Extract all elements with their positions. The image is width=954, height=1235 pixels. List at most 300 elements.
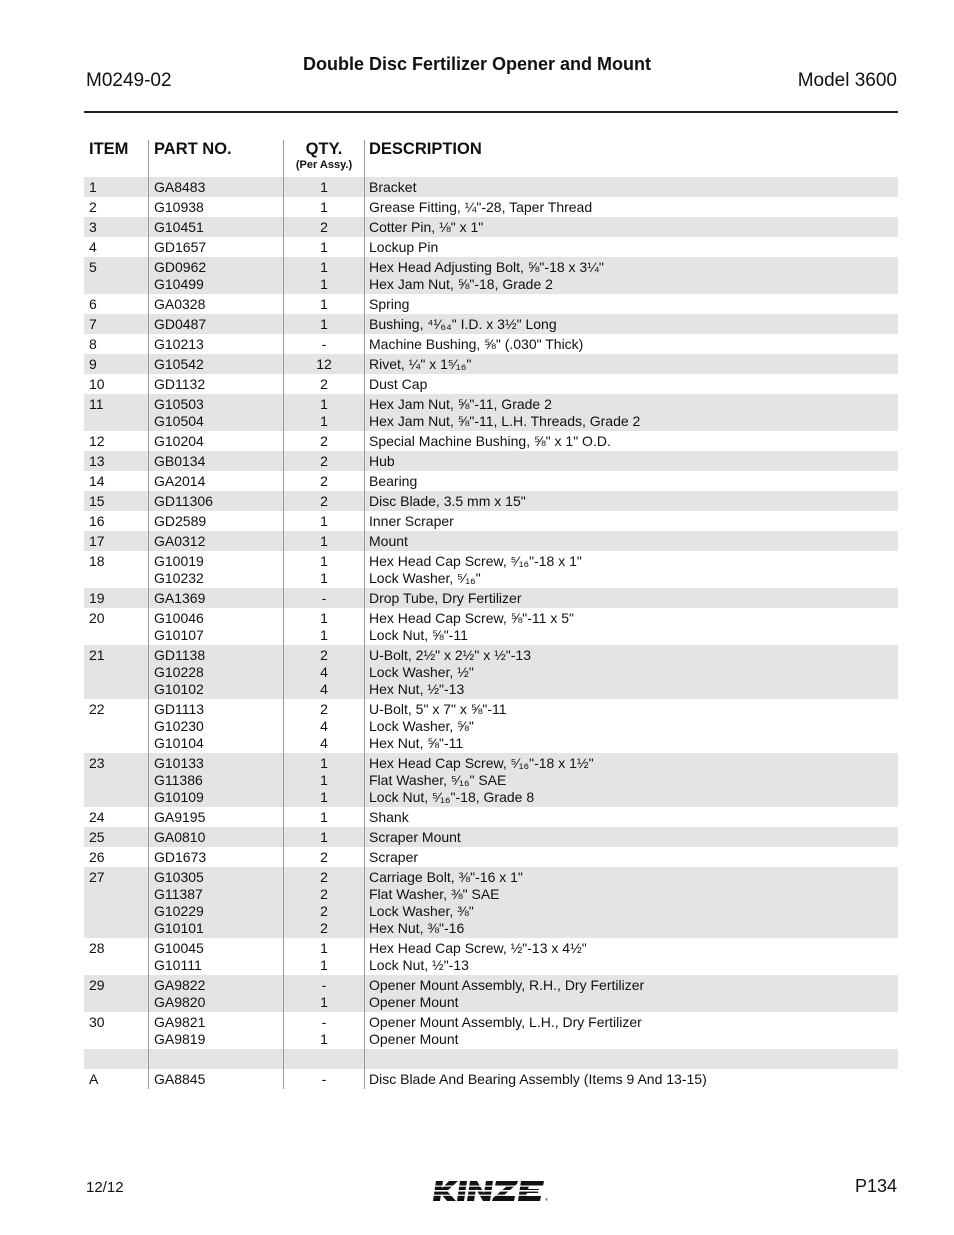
description	[369, 493, 526, 510]
description	[369, 940, 587, 974]
column-header-qty-sub: (Per Assy.)	[295, 159, 353, 171]
item-number: 12	[89, 433, 105, 449]
description-line: Opener Mount	[369, 1031, 459, 1047]
table-row	[84, 451, 898, 471]
part-number	[154, 179, 205, 196]
quantity-line: 1	[320, 199, 328, 215]
description	[369, 316, 557, 333]
table-row	[84, 807, 898, 827]
page-number: P134	[854, 1176, 897, 1196]
table-row	[84, 177, 898, 197]
quantity-line: 1	[320, 570, 328, 586]
description	[369, 977, 644, 1011]
part-number-line: G10499	[154, 276, 204, 292]
quantity-line: 4	[320, 735, 328, 751]
description	[369, 1071, 707, 1088]
quantity	[284, 647, 364, 698]
table-row	[84, 237, 898, 257]
description	[369, 809, 409, 826]
description	[369, 610, 574, 644]
table-row	[84, 1069, 898, 1089]
item-number: 6	[89, 296, 97, 312]
table-row	[84, 531, 898, 551]
description	[369, 433, 611, 450]
part-number	[154, 755, 204, 806]
description	[369, 356, 471, 373]
column-header-qty	[284, 140, 364, 177]
quantity	[284, 356, 364, 373]
table-row	[84, 334, 898, 354]
description-line: Special Machine Bushing, ⅝" x 1" O.D.	[369, 433, 611, 449]
part-number-line: GA9819	[154, 1031, 206, 1047]
item-number: 18	[89, 553, 105, 569]
quantity-line: 1	[320, 396, 328, 412]
part-number-line: G10102	[154, 681, 204, 697]
part-number-line: GD1132	[154, 376, 206, 392]
item-number: 28	[89, 940, 105, 956]
table-row	[84, 431, 898, 451]
part-number-line: GA8483	[154, 179, 206, 195]
part-number	[154, 396, 204, 430]
table-row	[84, 938, 898, 975]
part-number	[154, 199, 204, 216]
item-number: 8	[89, 336, 97, 352]
table-row	[84, 511, 898, 531]
description-line: Hex Jam Nut, ⅝"-18, Grade 2	[369, 276, 553, 292]
part-number	[154, 493, 213, 510]
quantity-line: -	[321, 336, 327, 352]
item-number: 16	[89, 513, 105, 529]
description-line: Hex Jam Nut, ⅝"-11, Grade 2	[369, 396, 552, 412]
quantity-line: 1	[320, 513, 328, 529]
description	[369, 376, 427, 393]
part-number-line: GA9195	[154, 809, 206, 825]
description	[369, 553, 582, 587]
item-number: 23	[89, 755, 105, 771]
item-number: 20	[89, 610, 105, 626]
description-line: Machine Bushing, ⅝" (.030" Thick)	[369, 336, 584, 352]
quantity-line: -	[321, 977, 327, 993]
quantity-line: -	[321, 1071, 327, 1087]
description-line: Drop Tube, Dry Fertilizer	[369, 590, 522, 606]
quantity-line: 1	[320, 610, 328, 626]
table-row	[84, 975, 898, 1012]
quantity-line: 1	[320, 940, 328, 956]
part-number-line: GA1369	[154, 590, 206, 606]
description-line: Opener Mount Assembly, L.H., Dry Fertilizer	[369, 1014, 642, 1030]
quantity-line: 12	[316, 356, 332, 372]
description-line: Hex Head Cap Screw, ⁵⁄₁₆"-18 x 1½"	[369, 755, 594, 771]
part-number-line: G10109	[154, 789, 204, 805]
quantity	[284, 701, 364, 752]
description	[369, 701, 507, 752]
quantity-line: -	[321, 1014, 327, 1030]
quantity	[284, 239, 364, 256]
part-number	[154, 336, 204, 353]
table-row	[84, 314, 898, 334]
quantity-line: 1	[320, 296, 328, 312]
quantity-line: 1	[320, 627, 328, 643]
item-number: 21	[89, 647, 105, 663]
item-number: 26	[89, 849, 105, 865]
description	[369, 869, 523, 937]
description-line: Scraper Mount	[369, 829, 461, 845]
description-line: Lockup Pin	[369, 239, 439, 255]
quantity	[284, 376, 364, 393]
item-number: 7	[89, 316, 97, 332]
description-line: Hex Head Cap Screw, ⅝"-11 x 5"	[369, 610, 574, 626]
item-number: 25	[89, 829, 105, 845]
description-line: Shank	[369, 809, 409, 825]
quantity-line: 2	[320, 920, 328, 936]
part-number-line: GA8845	[154, 1071, 206, 1087]
quantity-line: 2	[320, 903, 328, 919]
part-number	[154, 849, 206, 866]
description-line: Hex Head Adjusting Bolt, ⅝"-18 x 3¼"	[369, 259, 604, 275]
table-row	[84, 1012, 898, 1049]
quantity-line: 2	[320, 376, 328, 392]
description-line: Lock Nut, ⅝"-11	[369, 627, 468, 643]
quantity-line: 1	[320, 829, 328, 845]
column-header-qty-label: QTY.	[305, 140, 343, 158]
quantity	[284, 513, 364, 530]
item-number: 5	[89, 259, 97, 275]
quantity-line: 1	[320, 276, 328, 292]
part-number-line: G10046	[154, 610, 204, 626]
part-number	[154, 296, 205, 313]
part-number-line: G10305	[154, 869, 204, 885]
item-number: 1	[89, 179, 97, 195]
svg-text:®: ®	[545, 1197, 548, 1202]
quantity-line: 1	[320, 553, 328, 569]
part-number	[154, 356, 204, 373]
part-number	[154, 610, 204, 644]
column-header-part-no: PART NO.	[154, 140, 232, 158]
description-line: Mount	[369, 533, 408, 549]
quantity	[284, 259, 364, 293]
table-header	[84, 140, 898, 177]
model-label: Model 3600	[797, 70, 897, 91]
quantity	[284, 453, 364, 470]
part-number	[154, 590, 205, 607]
description-line: Carriage Bolt, ⅜"-16 x 1"	[369, 869, 523, 885]
description	[369, 179, 416, 196]
quantity	[284, 553, 364, 587]
part-number	[154, 701, 204, 752]
part-number-line: GD0962	[154, 259, 207, 275]
part-number-line: G10204	[154, 433, 204, 449]
quantity	[284, 590, 364, 607]
description-line: Flat Washer, ⅜" SAE	[369, 886, 500, 902]
item-number: 19	[89, 590, 105, 606]
description	[369, 590, 521, 607]
item-number: 10	[89, 376, 105, 392]
part-number-line: GA0810	[154, 829, 206, 845]
description	[369, 396, 640, 430]
part-number	[154, 809, 205, 826]
description	[369, 219, 483, 236]
quantity	[284, 869, 364, 937]
item-number: 15	[89, 493, 105, 509]
item-number: 14	[89, 473, 105, 489]
quantity-line: 2	[320, 473, 328, 489]
header-rule	[84, 111, 898, 113]
part-number	[154, 473, 205, 490]
part-number	[154, 453, 205, 470]
item-number: 3	[89, 219, 97, 235]
column-header-description: DESCRIPTION	[369, 140, 482, 158]
description-line: Hex Nut, ⅝"-11	[369, 735, 464, 751]
part-number-line: G10542	[154, 356, 204, 372]
table-row	[84, 294, 898, 314]
parts-table	[84, 177, 898, 1089]
part-number-line: G10229	[154, 903, 204, 919]
description	[369, 647, 531, 698]
quantity-line: 2	[320, 493, 328, 509]
part-number-line: GA0328	[154, 296, 206, 312]
quantity-line: 4	[320, 681, 328, 697]
item-number: 24	[89, 809, 105, 825]
quantity-line: 1	[320, 809, 328, 825]
quantity	[284, 1071, 364, 1088]
part-number	[154, 869, 204, 937]
table-row	[84, 699, 898, 753]
kinze-logo	[430, 1176, 552, 1206]
item-number: 29	[89, 977, 105, 993]
description-line: U-Bolt, 5" x 7" x ⅝"-11	[369, 701, 507, 717]
part-number	[154, 259, 206, 293]
quantity	[284, 179, 364, 196]
page-title: Double Disc Fertilizer Opener and Mount	[302, 54, 652, 74]
quantity-line: 1	[320, 413, 328, 429]
part-number-line: G10504	[154, 413, 204, 429]
column-header-item: ITEM	[89, 140, 129, 158]
quantity	[284, 493, 364, 510]
description	[369, 849, 418, 866]
description	[369, 259, 604, 293]
item-number: 30	[89, 1014, 105, 1030]
part-number-line: G10045	[154, 940, 204, 956]
part-number-line: GA0312	[154, 533, 206, 549]
quantity-line: 4	[320, 664, 328, 680]
part-number-line: G10232	[154, 570, 204, 586]
description	[369, 199, 592, 216]
column-divider	[364, 140, 365, 1089]
table-row	[84, 257, 898, 294]
description	[369, 453, 395, 470]
description-line: Flat Washer, ⁵⁄₁₆" SAE	[369, 772, 507, 788]
quantity	[284, 316, 364, 333]
description-line: Dust Cap	[369, 376, 428, 392]
description	[369, 1014, 642, 1048]
quantity	[284, 1014, 364, 1048]
part-number-line: GA9820	[154, 994, 206, 1010]
quantity	[284, 610, 364, 644]
description-line: Lock Washer, ⁵⁄₁₆"	[369, 570, 481, 586]
quantity-line: 2	[320, 849, 328, 865]
part-number-line: GD2589	[154, 513, 207, 529]
description-line: Bushing, ⁴¹⁄₆₄" I.D. x 3½" Long	[369, 316, 557, 332]
part-number-line: G10107	[154, 627, 204, 643]
part-number-line: G11387	[154, 886, 203, 902]
part-number-line: G10111	[154, 957, 202, 973]
table-row	[84, 197, 898, 217]
description	[369, 755, 594, 806]
part-number	[154, 553, 204, 587]
quantity	[284, 829, 364, 846]
part-number-line: GA9821	[154, 1014, 206, 1030]
quantity	[284, 199, 364, 216]
part-number	[154, 316, 206, 333]
quantity-line: 2	[320, 701, 328, 717]
quantity	[284, 296, 364, 313]
table-row	[84, 354, 898, 374]
table-row	[84, 645, 898, 699]
part-number-line: GD1673	[154, 849, 207, 865]
description-line: Lock Nut, ⁵⁄₁₆"-18, Grade 8	[369, 789, 535, 805]
quantity-line: 1	[320, 789, 328, 805]
description-line: Disc Blade, 3.5 mm x 15"	[369, 493, 526, 509]
table-row	[84, 491, 898, 511]
column-divider	[148, 140, 149, 1089]
part-number-line: G10019	[154, 553, 204, 569]
description-line: Inner Scraper	[369, 513, 454, 529]
table-row	[84, 827, 898, 847]
part-number-line: G10104	[154, 735, 204, 751]
quantity	[284, 433, 364, 450]
part-number-line: G10133	[154, 755, 204, 771]
description-line: Rivet, ¼" x 1⁵⁄₁₆"	[369, 356, 472, 372]
part-number-line: G10451	[154, 219, 204, 235]
description-line: Lock Washer, ⅝"	[369, 718, 474, 734]
part-number-line: GA2014	[154, 473, 206, 489]
part-number	[154, 940, 204, 974]
description-line: Lock Nut, ½"-13	[369, 957, 469, 973]
quantity-line: 2	[320, 433, 328, 449]
doc-number: M0249-02	[86, 70, 172, 91]
part-number	[154, 829, 205, 846]
quantity	[284, 755, 364, 806]
quantity-line: 1	[320, 239, 328, 255]
quantity	[284, 977, 364, 1011]
quantity-line: 2	[320, 869, 328, 885]
description-line: Lock Washer, ½"	[369, 664, 474, 680]
quantity	[284, 336, 364, 353]
table-row	[84, 217, 898, 237]
description-line: Spring	[369, 296, 410, 312]
part-number-line: G10228	[154, 664, 204, 680]
footer-date: 12/12	[86, 1179, 124, 1196]
part-number	[154, 1014, 205, 1048]
description	[369, 533, 408, 550]
description-line: Grease Fitting, ¼"-28, Taper Thread	[369, 199, 593, 215]
part-number-line: GA9822	[154, 977, 206, 993]
description-line: U-Bolt, 2½" x 2½" x ½"-13	[369, 647, 531, 663]
part-number	[154, 513, 206, 530]
item-number: 11	[89, 396, 104, 412]
quantity-line: 1	[320, 179, 328, 195]
table-row	[84, 867, 898, 938]
item-number: 27	[89, 869, 105, 885]
quantity	[284, 396, 364, 430]
quantity-line: -	[321, 590, 327, 606]
description-line: Hex Nut, ⅜"-16	[369, 920, 465, 936]
quantity	[284, 219, 364, 236]
part-number-line: G10938	[154, 199, 204, 215]
quantity-line: 2	[320, 453, 328, 469]
description-line: Opener Mount	[369, 994, 459, 1010]
part-number-line: GD0487	[154, 316, 207, 332]
part-number-line: GD1657	[154, 239, 207, 255]
part-number-line: G10230	[154, 718, 204, 734]
description	[369, 829, 461, 846]
description	[369, 239, 438, 256]
table-row	[84, 753, 898, 807]
table-row	[84, 551, 898, 588]
description-line: Opener Mount Assembly, R.H., Dry Fertilizer	[369, 977, 645, 993]
part-number-line: GD1138	[154, 647, 206, 663]
description-line: Hub	[369, 453, 395, 469]
quantity	[284, 940, 364, 974]
item-number: A	[89, 1071, 99, 1087]
quantity-line: 2	[320, 647, 328, 663]
column-divider	[283, 140, 284, 1089]
description	[369, 473, 417, 490]
quantity-line: 1	[320, 994, 328, 1010]
quantity	[284, 849, 364, 866]
item-number: 22	[89, 701, 105, 717]
item-number: 2	[89, 199, 97, 215]
table-row	[84, 394, 898, 431]
quantity-line: 1	[320, 755, 328, 771]
quantity-line: 1	[320, 1031, 328, 1047]
part-number	[154, 1071, 205, 1088]
description-line: Cotter Pin, ⅛" x 1"	[369, 219, 484, 235]
description-line: Disc Blade And Bearing Assembly (Items 9 And 13-15)	[369, 1071, 707, 1087]
item-number: 13	[89, 453, 105, 469]
table-row	[84, 374, 898, 394]
part-number-line: GD11306	[154, 493, 213, 509]
part-number-line: G11386	[154, 772, 203, 788]
quantity-line: 1	[320, 533, 328, 549]
description-line: Hex Head Cap Screw, ⁵⁄₁₆"-18 x 1"	[369, 553, 582, 569]
part-number	[154, 977, 205, 1011]
part-number-line: G10503	[154, 396, 204, 412]
quantity-line: 1	[320, 316, 328, 332]
description-line: Hex Nut, ½"-13	[369, 681, 465, 697]
part-number-line: G10213	[154, 336, 204, 352]
quantity-line: 1	[320, 957, 328, 973]
part-number	[154, 433, 204, 450]
quantity-line: 1	[320, 772, 328, 788]
part-number	[154, 239, 206, 256]
part-number-line: G10101	[154, 920, 204, 936]
part-number	[154, 219, 204, 236]
description	[369, 513, 454, 530]
quantity	[284, 473, 364, 490]
part-number	[154, 533, 205, 550]
table-row	[84, 588, 898, 608]
table-row	[84, 471, 898, 491]
table-row	[84, 1049, 898, 1069]
table-row	[84, 608, 898, 645]
description	[369, 296, 409, 313]
item-number: 9	[89, 356, 97, 372]
quantity	[284, 533, 364, 550]
description-line: Hex Head Cap Screw, ½"-13 x 4½"	[369, 940, 587, 956]
table-row	[84, 847, 898, 867]
description-line: Bearing	[369, 473, 418, 489]
